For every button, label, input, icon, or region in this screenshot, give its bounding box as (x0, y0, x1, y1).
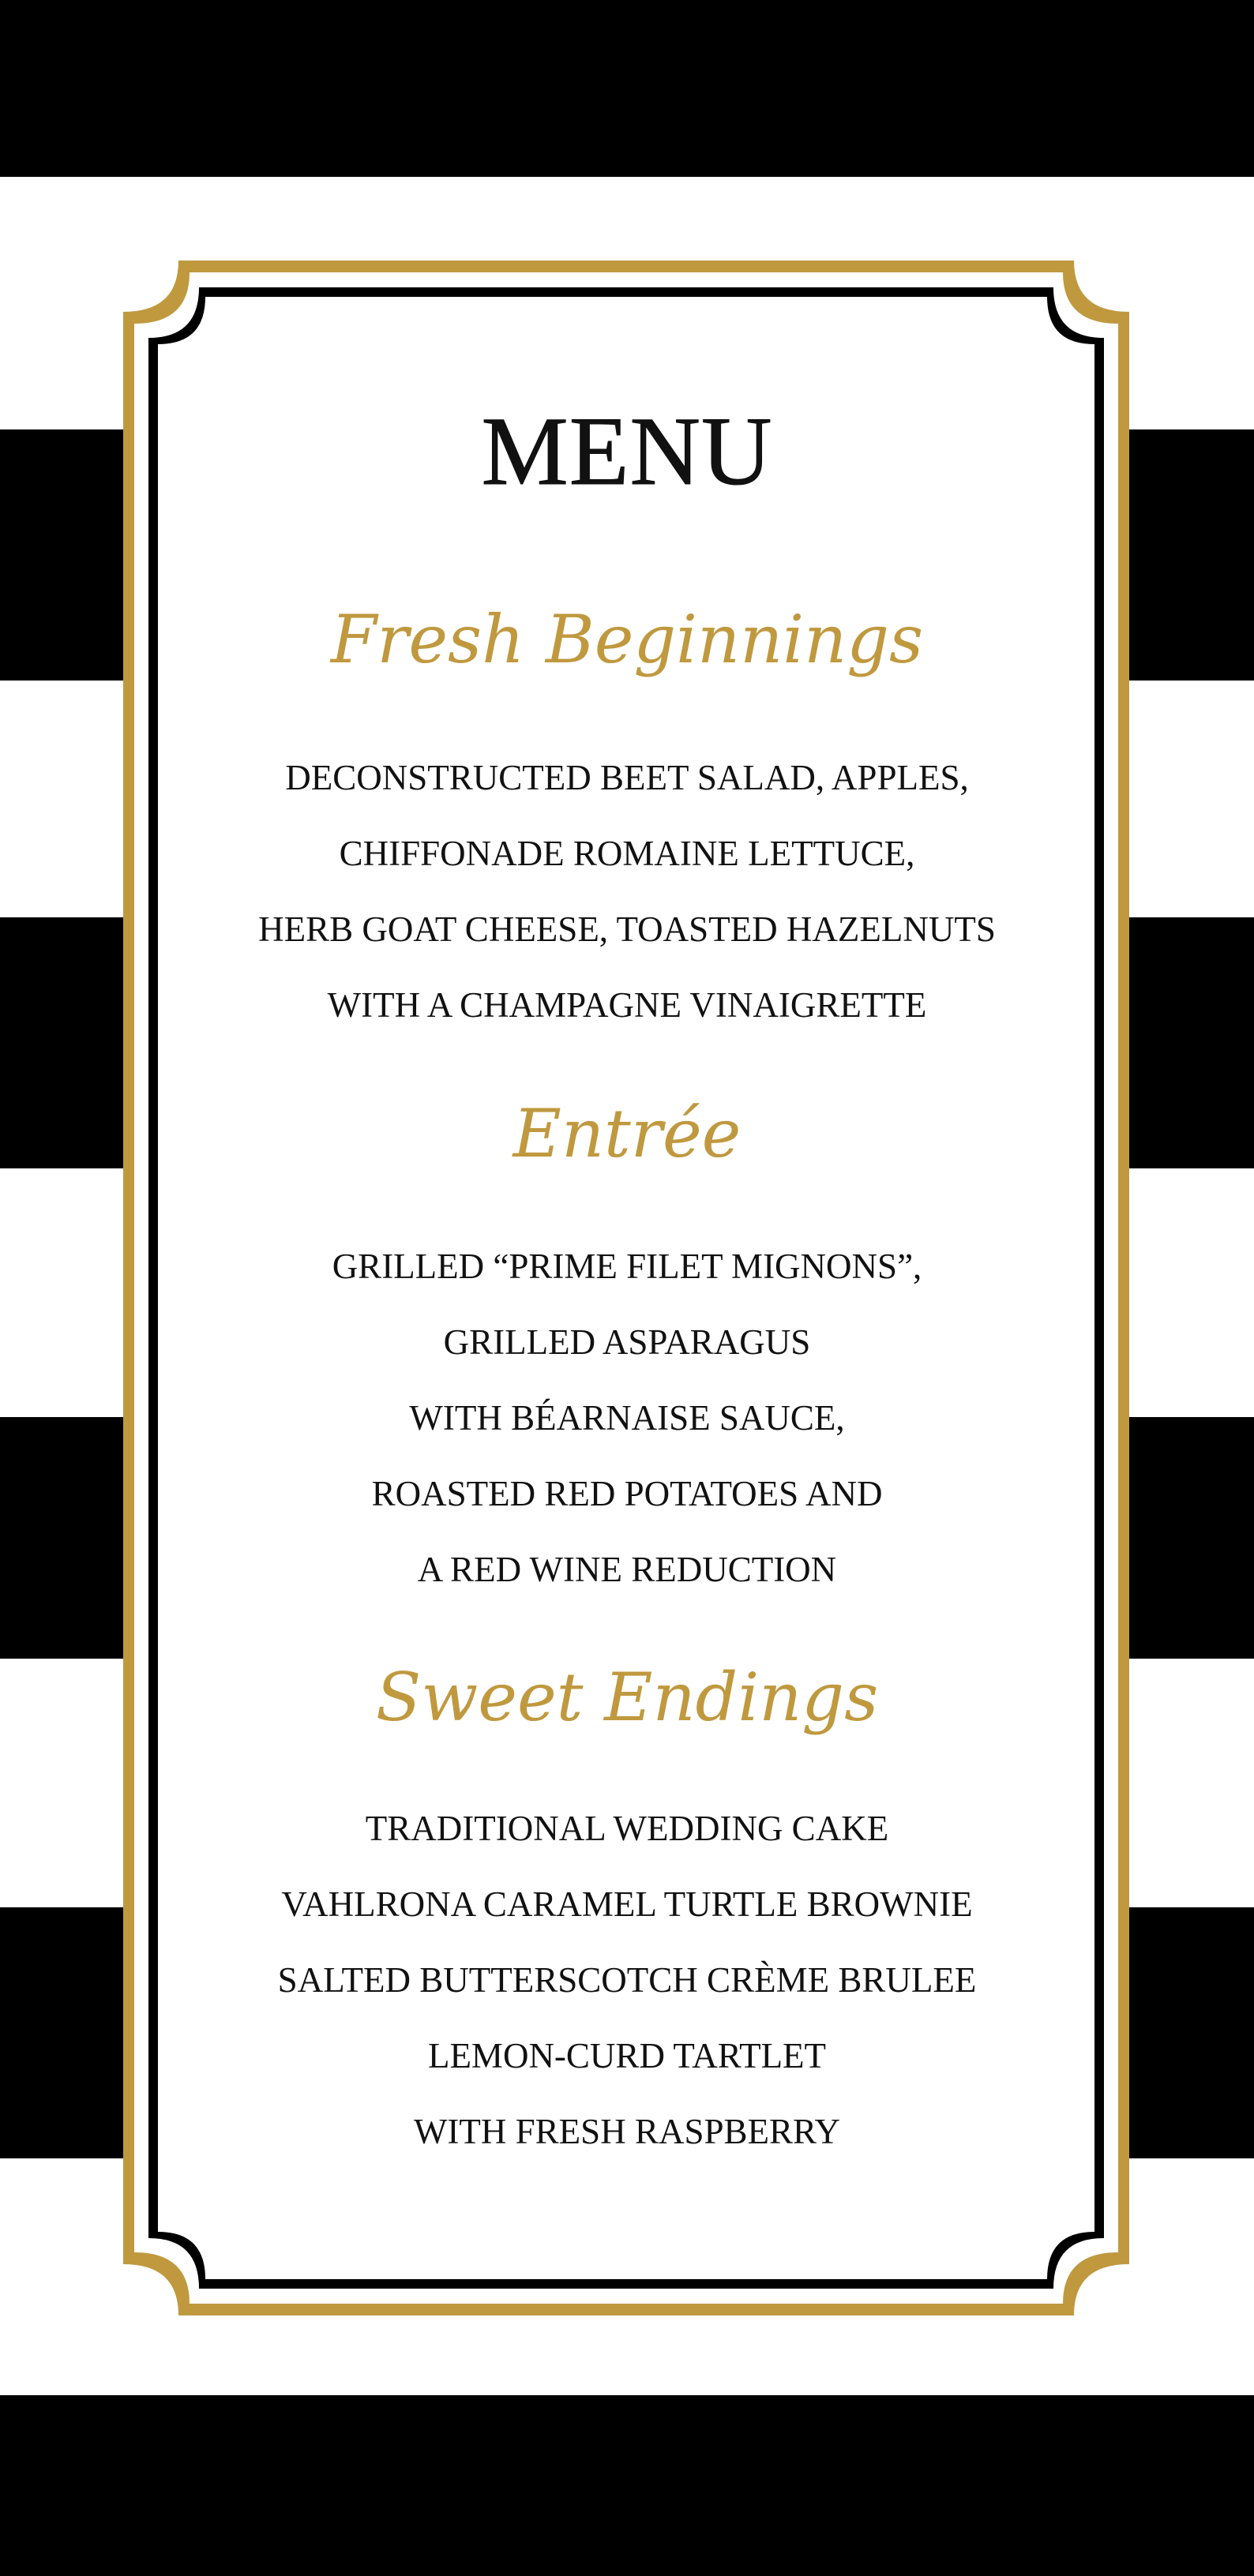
section-heading-entree: Entrée (512, 1095, 742, 1172)
menu-item: ROASTED RED POTATOES AND (371, 1474, 883, 1513)
menu-item: WITH BÉARNAISE SAUCE, (409, 1398, 845, 1438)
entree-items (158, 1228, 1096, 1607)
menu-item: WITH FRESH RASPBERRY (413, 2112, 841, 2151)
menu-item: GRILLED “PRIME FILET MIGNONS”, (332, 1247, 922, 1286)
menu-item: TRADITIONAL WEDDING CAKE (365, 1809, 889, 1848)
section-heading-fresh-beginnings: Fresh Beginnings (330, 601, 924, 678)
sweet-endings-items (158, 1790, 1096, 2169)
menu-title: MENU (481, 397, 773, 505)
menu-item: VAHLRONA CARAMEL TURTLE BROWNIE (281, 1884, 973, 1924)
menu-item: A RED WINE REDUCTION (417, 1550, 837, 1589)
menu-item: SALTED BUTTERSCOTCH CRÈME BRULEE (277, 1960, 977, 2000)
menu-item: WITH A CHAMPAGNE VINAIGRETTE (327, 985, 927, 1025)
fresh-beginnings-items (158, 740, 1096, 1043)
section-heading-sweet-endings: Sweet Endings (375, 1659, 879, 1736)
menu-content (158, 300, 1096, 2258)
menu-item: HERB GOAT CHEESE, TOASTED HAZELNUTS (258, 909, 996, 949)
menu-item: GRILLED ASPARAGUS (443, 1322, 811, 1362)
menu-item: CHIFFONADE ROMAINE LETTUCE, (339, 834, 915, 873)
menu-item: LEMON-CURD TARTLET (427, 2036, 827, 2075)
menu-item: DECONSTRUCTED BEET SALAD, APPLES, (285, 758, 969, 797)
